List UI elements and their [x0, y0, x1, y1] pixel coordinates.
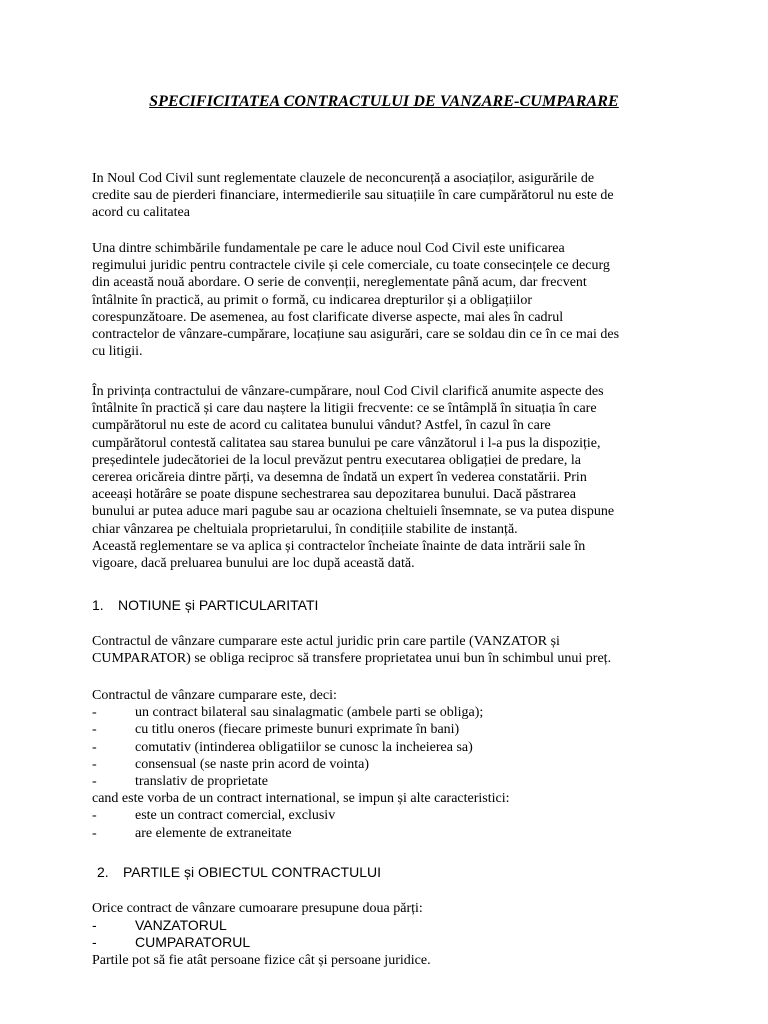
list-item [92, 721, 684, 738]
text-line: cu litigii. [92, 344, 143, 360]
text-line: vigoare, dacă preluarea bunului are loc după această dată. [92, 556, 415, 572]
section-heading-1 [92, 597, 318, 613]
list-item-text: consensual (se naste prin acord de vointa) [135, 756, 370, 772]
text-line: Una dintre schimbările fundamentale pe care le aduce noul Cod Civil este unificarea [92, 241, 565, 256]
list-dash: - [92, 808, 97, 824]
text-line: cumpărătorul contestă calitatea sau starea bunului pe care vânzătorul i l-a pus la dispoziție, [92, 435, 601, 451]
list-item-text: comutativ (intinderea obligatiilor se cunosc la incheierea sa) [135, 739, 473, 755]
list-item-text: cu titlu oneros (fiecare primeste bunuri exprimate în bani) [135, 722, 460, 738]
text-line: In Noul Cod Civil sunt reglementate clauzele de neconcurență a asociaților, asigurările de [92, 171, 595, 186]
text-line: credite sau de pierderi financiare, intermedierile sau situațiile în care cumpărătorul nu este de [92, 188, 614, 204]
text-line: președintele judecătoriei de la locul prevăzut pentru executarea obligației de predare, la [92, 452, 581, 468]
text-line: contractelor de vânzare-cumpărare, locațiune sau asigurări, care se soldau din ce în ce mai des [92, 327, 620, 343]
section-title: PARTILE și OBIECTUL CONTRACTULUI [123, 864, 382, 880]
text-line: cand este vorba de un contract international, se impun și alte caracteristici: [92, 791, 510, 807]
text-line: acord cu calitatea [92, 205, 190, 221]
list-item [92, 704, 684, 721]
paragraph-sale-contract [92, 383, 684, 572]
section-number: 2. [97, 864, 109, 880]
list-dash: - [92, 705, 97, 721]
text-line: aceeași hotărâre se poate dispune sechestrarea sau depozitarea bunului. Dacă păstrarea [92, 487, 576, 503]
text-line: Partile pot să fie atât persoane fizice cât și persoane juridice. [92, 952, 431, 968]
paragraph-unification [92, 240, 684, 360]
list-dash: - [92, 917, 97, 934]
text-line: corespunzătoare. De asemenea, au fost clarificate diverse aspecte, mai ales în cadrul [92, 309, 564, 325]
section-heading-2 [97, 864, 381, 880]
paragraph-definition [92, 633, 684, 667]
text-line: Orice contract de vânzare cumoarare presupune doua părți: [92, 901, 423, 916]
document-title: SPECIFICITATEA CONTRACTULUI DE VANZARE-CUMPARARE [149, 93, 619, 110]
list-item [92, 807, 684, 824]
list-item-text: translativ de proprietate [135, 774, 268, 790]
paragraph-characteristics [92, 687, 684, 842]
paragraph-intro [92, 170, 684, 222]
list-item-text: VANZATORUL [135, 917, 227, 934]
list-dash: - [92, 934, 97, 951]
section-number: 1. [92, 597, 104, 613]
text-line: Această reglementare se va aplica și contractelor încheiate înainte de data intrării sale în [92, 538, 586, 554]
text-line: întâlnite în practică și care dau naștere la litigii frecvente: ce se întâmplă în situația în care [92, 401, 597, 417]
list-item [92, 917, 684, 934]
list-dash: - [92, 739, 97, 755]
text-line: întâlnite în practică, au primit o formă, cu indicarea drepturilor și a obligațiilor [92, 292, 533, 308]
text-line: cererea oricăreia dintre părți, va desemna de îndată un expert în vederea constatării. Prin [92, 470, 587, 486]
list-item [92, 934, 684, 951]
list-item [92, 825, 684, 842]
text-line: din această nouă abordare. O serie de convenții, nereglementate până acum, dar frecvent [92, 275, 587, 291]
list-dash: - [92, 756, 97, 772]
text-line: bunului ar putea aduce mari pagube sau ar ocaziona cheltuieli însemnate, se va putea dispune [92, 504, 615, 520]
text-line: În privința contractului de vânzare-cumpărare, noul Cod Civil clarifică anumite aspecte des [92, 384, 604, 399]
paragraph-parties [92, 900, 684, 969]
list-dash: - [92, 774, 97, 790]
text-line: cumpărătorul nu este de acord cu calitatea bunului vândut? Astfel, în cazul în care [92, 418, 551, 434]
list-item [92, 773, 684, 790]
list-dash: - [92, 722, 97, 738]
text-line: regimului juridic pentru contractele civile și cele comerciale, cu toate consecințele ce decurg [92, 258, 610, 274]
text-line: Contractul de vânzare cumparare este, deci: [92, 688, 337, 703]
list-item [92, 739, 684, 756]
section-title: NOTIUNE și PARTICULARITATI [118, 597, 319, 613]
text-line: Contractul de vânzare cumparare este actul juridic prin care partile (VANZATOR și [92, 634, 560, 649]
text-line: CUMPARATOR) se obliga reciproc să transfere proprietatea unui bun în schimbul unui preț. [92, 651, 612, 667]
text-line: chiar vânzarea pe cheltuiala proprietarului, în condițiile stabilite de instanță. [92, 521, 518, 537]
list-item-text: are elemente de extraneitate [135, 825, 292, 841]
list-item [92, 756, 684, 773]
list-dash: - [92, 825, 97, 841]
list-item-text: este un contract comercial, exclusiv [135, 808, 336, 824]
list-item-text: CUMPARATORUL [135, 934, 251, 951]
list-item-text: un contract bilateral sau sinalagmatic (ambele parti se obliga); [135, 705, 484, 721]
